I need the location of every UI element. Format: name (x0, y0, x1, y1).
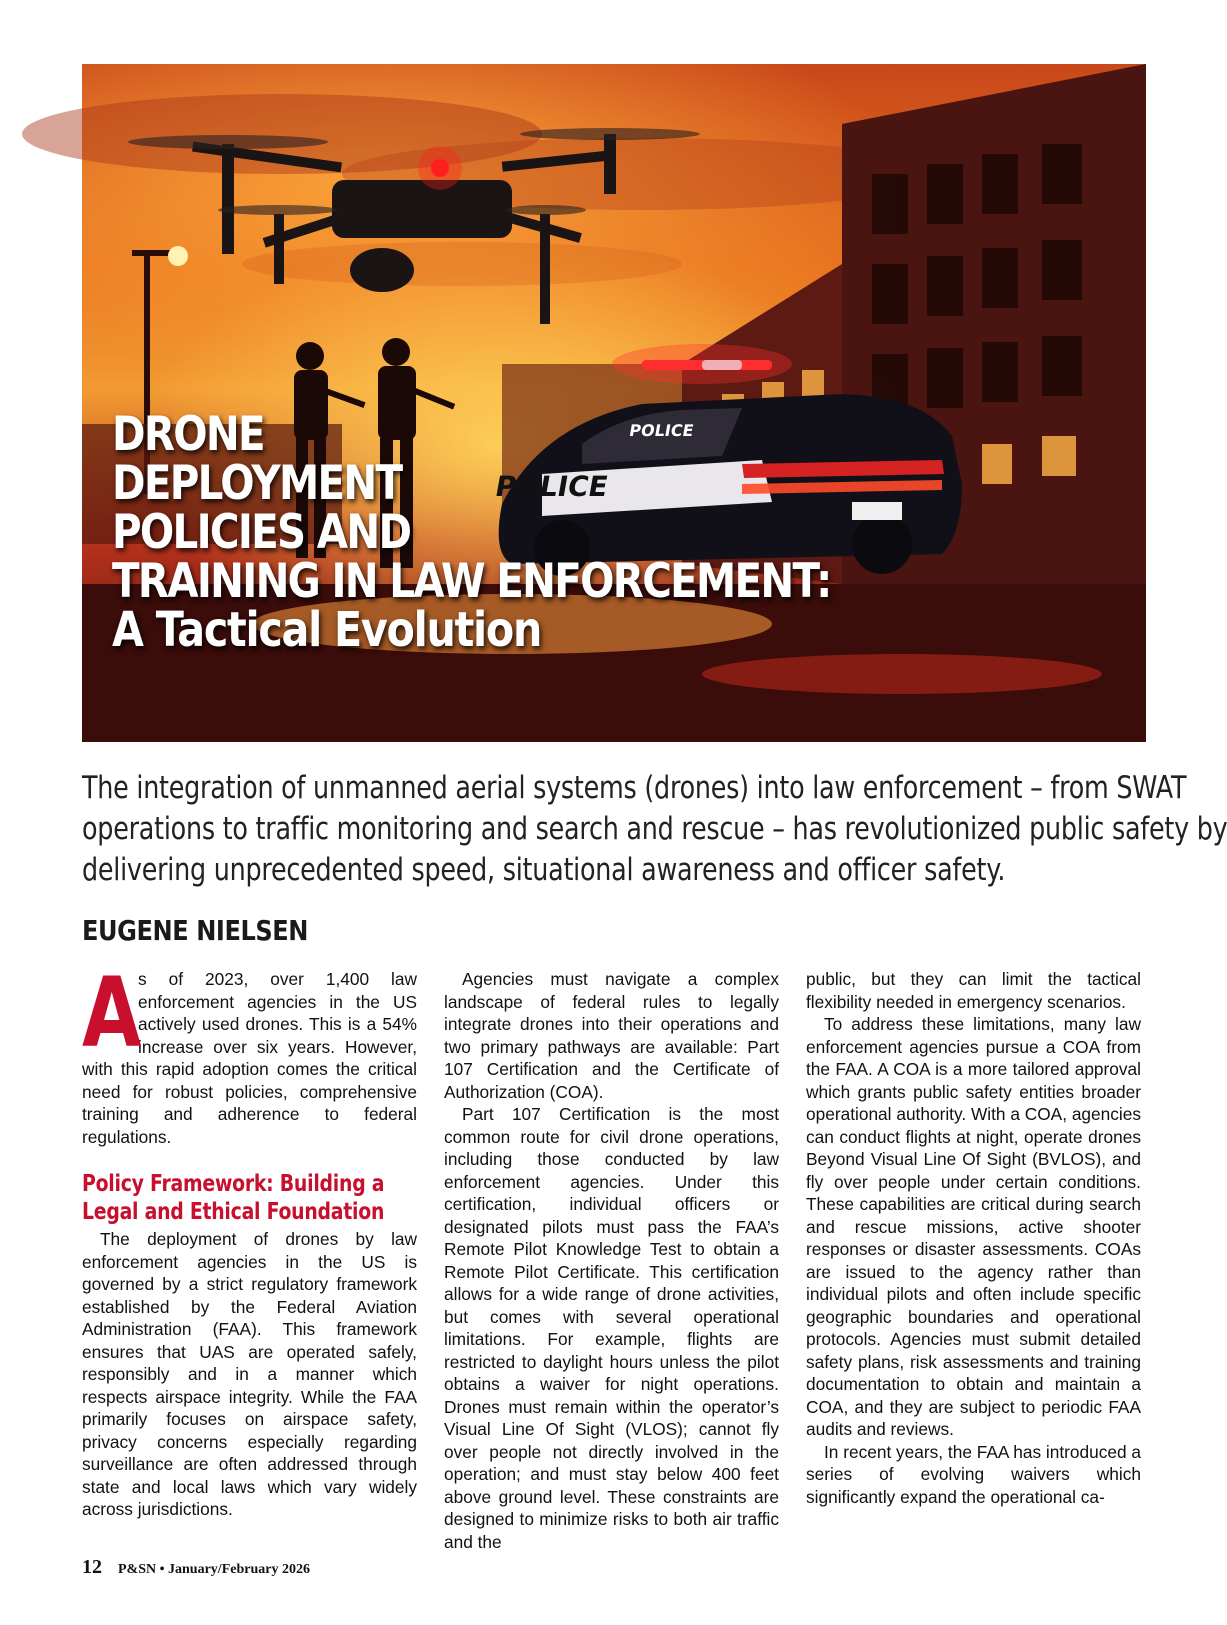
dek-line: delivering unprecedented speed, situational awareness and officer safety. (82, 852, 1006, 888)
page-number: 12 (82, 1556, 102, 1578)
author-byline: EUGENE NIELSEN (82, 914, 309, 947)
text-column-2 (444, 968, 779, 1552)
dek-line: The integration of unmanned aerial systems (drones) into law enforcement – from SWAT (82, 770, 1187, 806)
title-line: POLICIES AND (112, 505, 411, 560)
body-paragraph: Agencies must navigate a complex landscape of federal rules to legally integrate drones into their operations and two primary pathways are available: Part 107 Certification and the Certificate of Authorization (COA). (444, 969, 779, 1102)
text-column-1 (82, 957, 417, 1538)
section-subhead (82, 1170, 385, 1226)
dek-line: operations to traffic monitoring and search and rescue – has revolutionized public safety by (82, 811, 1227, 847)
body-paragraph: To address these limitations, many law enforcement agencies pursue a COA from the FAA. A COA is a more tailored approval which grants public safety entities broader operational authority. With a COA, agencies can conduct flights at night, operate drones Beyond Visual Line Of Sight (BVLOS), and fly over people under certain conditions. These capabilities are critical during search and rescue missions, active shooter responses or disaster assessments. COAs are issued to the agency rather than individual pilots and often include specific geographic boundaries and operational protocols. Agencies must submit detailed safety plans, risk assessments and training documentation to obtain and maintain a COA, and they are subject to periodic FAA audits and reviews. (806, 1014, 1141, 1439)
subhead-line: Policy Framework: Building a (82, 1171, 385, 1197)
title-line: DEPLOYMENT (112, 456, 402, 511)
article-subtitle: A Tactical Evolution (112, 602, 542, 658)
body-paragraph: In recent years, the FAA has introduced a series of evolving waivers which significantly expand the operational ca- (806, 1441, 1142, 1507)
article-dek (82, 768, 1227, 891)
page-footer (82, 1556, 310, 1579)
subhead-line: Legal and Ethical Foundation (82, 1199, 385, 1225)
drop-cap: A (82, 957, 142, 1069)
intro-text: s of 2023, over 1,400 law enforcement agencies in the US actively used drones. This is a 54% increase over six years. However, with this rapid adoption comes the critical need for robust policies, comprehensive training and adherence to federal regulations. (82, 969, 417, 1147)
title-line: TRAINING IN LAW ENFORCEMENT: (112, 554, 831, 609)
body-paragraph: public, but they can limit the tactical flexibility needed in emergency scenarios. (806, 969, 1141, 1012)
magazine-issue: P&SN • January/February 2026 (118, 1562, 310, 1577)
hero-image (82, 64, 1146, 742)
title-line: DRONE (112, 407, 264, 462)
body-paragraph: Part 107 Certification is the most common route for civil drone operations, including those conducted by law enforcement agencies. Under this certification, individual officers or designated pilots must pass the FAA’s Remote Pilot Knowledge Test to obtain a Remote Pilot Certificate. This certification allows for a wide range of drone activities, but comes with several operational limitations. For example, flights are restricted to daylight hours unless the pilot obtains a waiver for night operations. Drones must remain within the operator’s Visual Line Of Sight (VLOS); cannot fly over people not directly involved in the operation; and must stay below 400 feet above ground level. These constraints are designed to minimize risks to both air traffic and the (444, 1104, 779, 1552)
car-roof-label: POLICE (627, 421, 696, 440)
intro-paragraph (82, 957, 417, 1148)
car-door-label: POLICE (492, 470, 611, 503)
article-title (112, 407, 831, 658)
text-column-3 (806, 968, 1141, 1538)
body-paragraph: The deployment of drones by law enforcement agencies in the US is governed by a strict regulatory framework established by the Federal Aviation Administration (FAA). This framework ensures that UAS are operated safely, responsibly and in a manner which respects airspace integrity. While the FAA primarily focuses on airspace safety, privacy concerns especially regarding surveillance are often addressed through state and local laws which vary widely across jurisdictions. (82, 1229, 417, 1519)
